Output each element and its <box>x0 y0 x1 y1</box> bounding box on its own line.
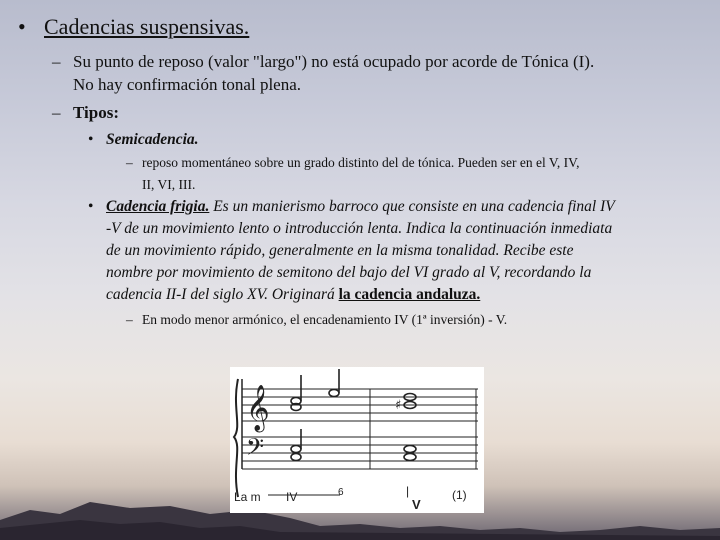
dash: – <box>52 103 61 122</box>
heading-bullet: • <box>18 14 26 39</box>
tipos-label: Tipos: <box>73 103 119 122</box>
dash: – <box>126 312 133 327</box>
frigia-line1 <box>106 196 615 218</box>
frigia-title: Cadencia frigia. <box>106 198 210 215</box>
cadencia-andaluza: la cadencia andaluza. <box>338 286 481 303</box>
roman-iv: IV <box>286 490 298 504</box>
frigia-line4: nombre por movimiento de semitono del bajo del VI grado al V, recordando la <box>106 264 592 281</box>
heading-title: Cadencias suspensivas. <box>44 14 250 39</box>
score-image <box>230 367 484 513</box>
treble-clef-icon: 𝄞 <box>246 385 270 431</box>
frigia-text: Es un manierismo barroco que consiste en una cadencia final IV <box>209 198 615 215</box>
treble-chord-1 <box>291 369 339 411</box>
dash: – <box>52 52 61 71</box>
semicadencia-detail-line2: II, VI, III. <box>142 177 196 192</box>
dash: – <box>126 155 133 170</box>
frigia-detail-text: En modo menor armónico, el encadenamiento IV (1ª inversión) - V. <box>142 312 508 327</box>
bass-clef-icon: 𝄢 <box>246 433 265 466</box>
frigia-line5 <box>106 284 480 306</box>
bass-staff <box>242 437 478 469</box>
score-figure <box>230 367 484 513</box>
semicadencia-bullet: • <box>88 131 94 148</box>
inversion-figure: 6 <box>338 487 344 498</box>
chord-dash: | <box>406 484 410 498</box>
frigia-line3: de un movimiento rápido, generalmente en la misma tonalidad. Recibe este <box>106 242 574 259</box>
roman-v: V <box>412 497 421 512</box>
frigia-bullet: • <box>88 198 94 215</box>
brace <box>234 379 238 497</box>
point-reposo-line1: Su punto de reposo (valor "largo") no está ocupado por acorde de Tónica (I). <box>73 52 595 71</box>
key-label: La m <box>234 490 261 504</box>
frigia-text: cadencia II-I del siglo XV. Originará <box>106 286 339 303</box>
treble-staff <box>242 389 478 421</box>
example-number: (1) <box>452 488 467 502</box>
semicadencia-title: Semicadencia. <box>106 131 199 148</box>
semicadencia-detail-line1: reposo momentáneo sobre un grado distinto del de tónica. Pueden ser en el V, IV, <box>142 155 580 170</box>
sharp-icon: ♯ <box>395 398 402 413</box>
frigia-line2: -V de un movimiento lento o introducción lenta. Indica la continuación inmediata <box>106 220 613 237</box>
point-reposo-line2: No hay confirmación tonal plena. <box>73 75 302 94</box>
treble-chord-2 <box>404 394 416 409</box>
